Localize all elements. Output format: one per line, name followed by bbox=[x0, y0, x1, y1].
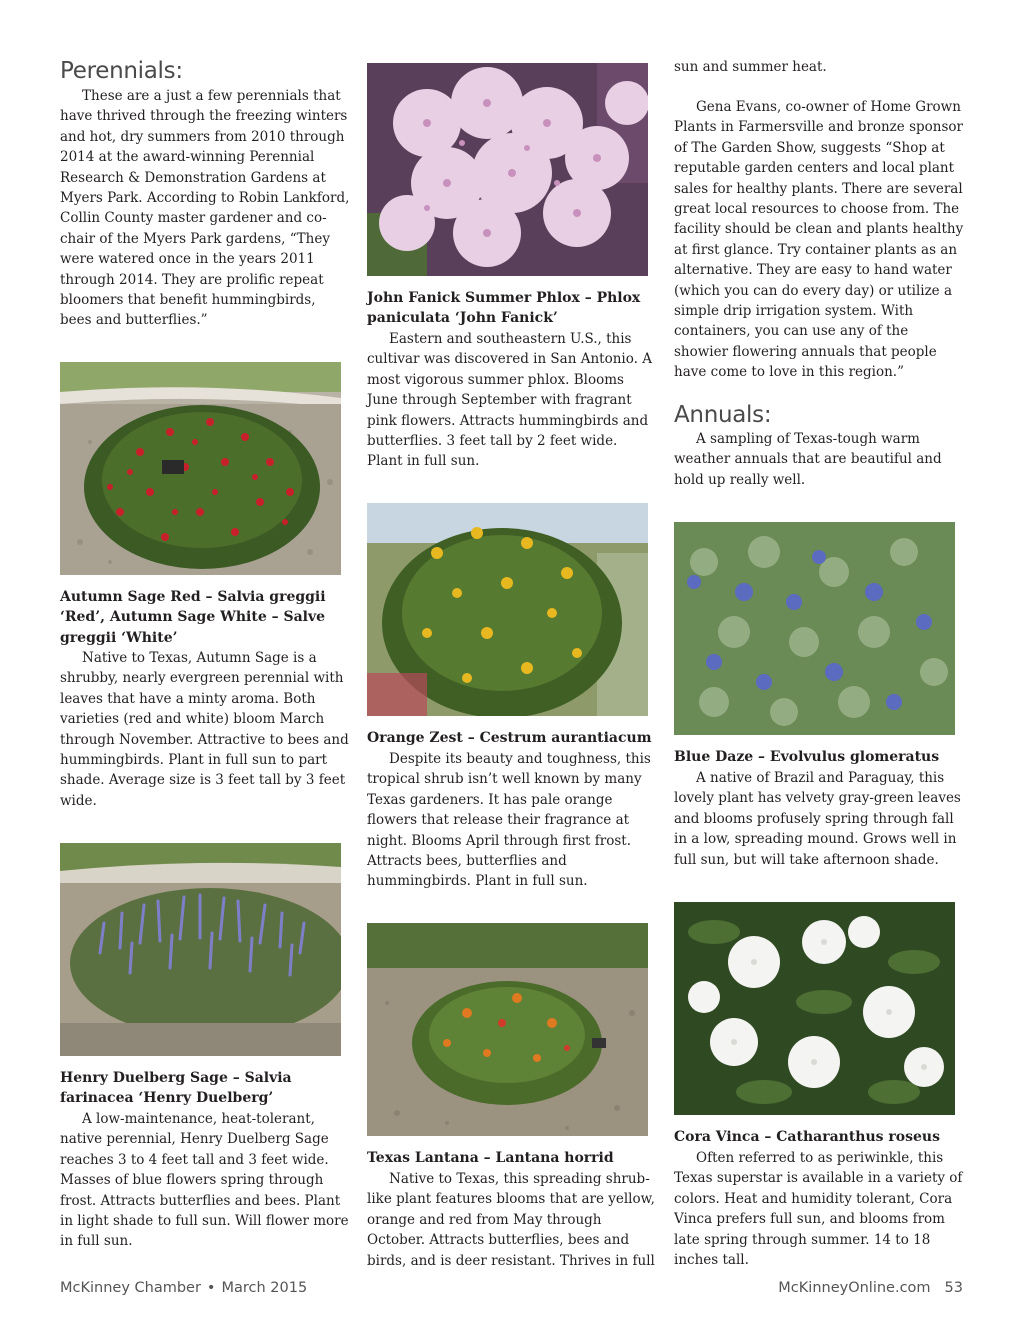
footer-separator: • bbox=[206, 1280, 216, 1296]
cora-vinca-photo bbox=[674, 902, 955, 1115]
orange-zest-title: Orange Zest – Cestrum aurantiacum bbox=[367, 730, 652, 746]
phlox-photo bbox=[367, 63, 648, 276]
autumn-sage-title: Autumn Sage Red – Salvia greggii ‘Red’, Autumn Sage White – Salve greggii ‘White’ bbox=[60, 589, 326, 646]
footer-right bbox=[778, 1280, 963, 1296]
orange-zest-body: Despite its beauty and toughness, this tropical shrub isn’t well known by many Texas gardeners. It has pale orange flowers that release their fragrance at night. Blooms April through first frost. Attracts bees, butterflies and hummingbirds. Plant in full sun. bbox=[367, 751, 651, 890]
lantana-body: Native to Texas, this spreading shrub-like plant features blooms that are yellow, orange and red from May through October. Attracts butterflies, bees and birds, and is deer resistant. Thrives in full bbox=[367, 1171, 655, 1269]
page-number: 53 bbox=[944, 1280, 963, 1296]
perennials-heading: Perennials: bbox=[60, 58, 183, 84]
autumn-sage-photo bbox=[60, 362, 341, 575]
annuals-heading: Annuals: bbox=[674, 402, 772, 428]
lantana-continued: sun and summer heat. bbox=[674, 59, 827, 75]
gena-evans-quote: Gena Evans, co-owner of Home Grown Plants in Farmersville and bronze sponsor of The Garden Show, suggests “Shop at reputable garden centers and local plant sales for healthy plants. There are several great local resources to choose from. The facility should be clean and plants healthy at first glance. Try container plants as an alternative. They are easy to hand water (which you can do every day) or utilize a simple drip irrigation system. With containers, you can use any of the showier flowering annuals that people have come to love in this region.” bbox=[674, 99, 964, 381]
footer-left bbox=[60, 1280, 307, 1296]
footer-website[interactable]: McKinneyOnline.com bbox=[778, 1280, 931, 1296]
phlox-title: John Fanick Summer Phlox – Phlox paniculata ‘John Fanick’ bbox=[367, 290, 641, 327]
cora-vinca-title: Cora Vinca – Catharanthus roseus bbox=[674, 1129, 940, 1145]
blue-daze-photo bbox=[674, 522, 955, 735]
annuals-intro: A sampling of Texas-tough warm weather annuals that are beautiful and hold up really well. bbox=[674, 431, 942, 488]
henry-duelberg-body: A low-maintenance, heat-tolerant, native perennial, Henry Duelberg Sage reaches 3 to 4 feet tall and 3 feet wide. Masses of blue flowers spring through frost. Attracts butterflies and bees. Plant in light shade to full sun. Will flower more in full sun. bbox=[60, 1111, 349, 1250]
lantana-photo bbox=[367, 923, 648, 1136]
henry-duelberg-title: Henry Duelberg Sage – Salvia farinacea ‘Henry Duelberg’ bbox=[60, 1070, 292, 1107]
henry-duelberg-photo bbox=[60, 843, 341, 1056]
footer-publication: McKinney Chamber bbox=[60, 1280, 201, 1296]
blue-daze-title: Blue Daze – Evolvulus glomeratus bbox=[674, 749, 940, 765]
blue-daze-body: A native of Brazil and Paraguay, this lovely plant has velvety gray-green leaves and blooms profusely spring through fall in a low, spreading mound. Grows well in full sun, but will take afternoon shade. bbox=[674, 770, 961, 868]
lantana-title: Texas Lantana – Lantana horrid bbox=[367, 1150, 614, 1166]
footer-date: March 2015 bbox=[221, 1280, 308, 1296]
autumn-sage-body: Native to Texas, Autumn Sage is a shrubby, nearly evergreen perennial with leaves that have a minty aroma. Both varieties (red and white) bloom March through November. Attractive to bees and hummingbirds. Plant in full sun to part shade. Average size is 3 feet tall by 3 feet wide. bbox=[60, 650, 349, 809]
cora-vinca-body: Often referred to as periwinkle, this Texas superstar is available in a variety of colors. Heat and humidity tolerant, Cora Vinca prefers full sun, and blooms from late spring through summer. 14 to 18 inches tall. bbox=[674, 1150, 963, 1269]
phlox-body: Eastern and southeastern U.S., this cultivar was discovered in San Antonio. A most vigorous summer phlox. Blooms June through September with fragrant pink flowers. Attracts hummingbirds and butterflies. 3 feet tall by 2 feet wide. Plant in full sun. bbox=[367, 331, 652, 470]
orange-zest-photo bbox=[367, 503, 648, 716]
perennials-intro: These are a just a few perennials that have thrived through the freezing winters and hot, dry summers from 2010 through 2014 at the award-winning Perennial Research & Demonstration Gardens at Myers Park. According to Robin Lankford, Collin County master gardener and co-chair of the Myers Park gardens, “They were watered once in the years 2011 through 2014. They are prolific repeat bloomers that benefit hummingbirds, bees and butterflies.” bbox=[60, 88, 350, 329]
